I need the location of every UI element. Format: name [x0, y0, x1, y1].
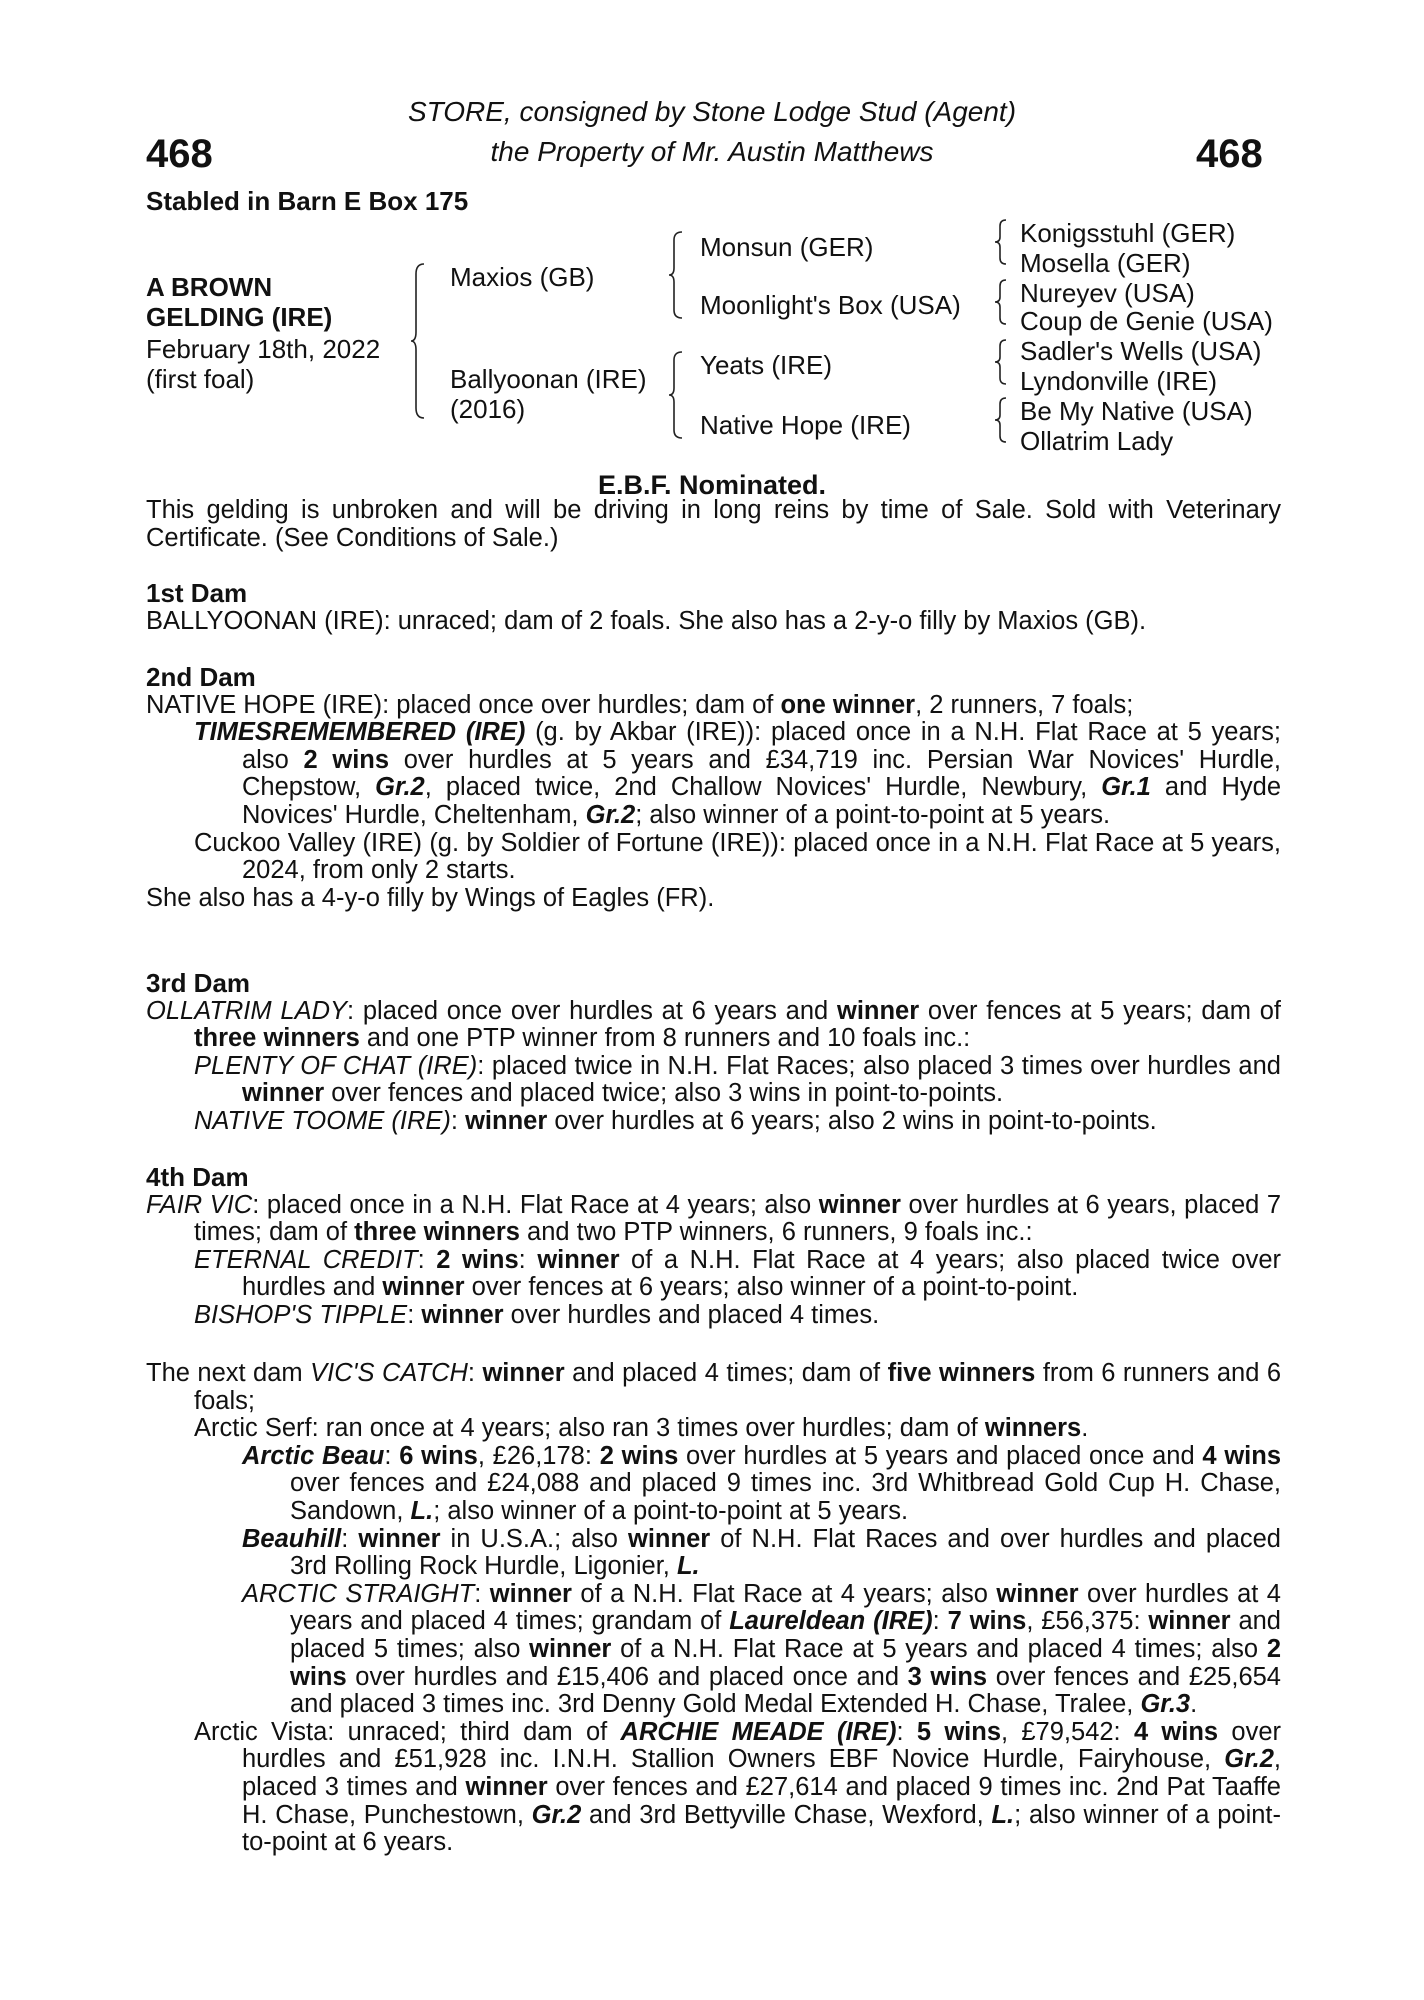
ancestor-6: Lyndonville (IRE) [1020, 366, 1218, 396]
lot-number-right: 468 [1196, 132, 1263, 176]
ancestor-1: Konigsstuhl (GER) [1020, 218, 1236, 248]
foaling-date: February 18th, 2022 [146, 334, 381, 364]
next-dam-section: The next dam VIC'S CATCH: winner and placed 4 times; dam of five winners from 6 runners and 6 foals; Arctic Serf: ran once at 4 years; also ran 3 times over hurdles; dam of winners. Arctic Beau: 6 wins, £26,178: 2 wins over hurdles at 5 years and placed once and 4 wins over fences and £24,088 and placed 9 times inc. 3rd Whitbread Gold Cup H. Chase, Sandown, L.; also winner of a point-to-point at 5 years. Beauhill: winner in U.S.A.; also winner of N.H. Flat Races and over hurdles and placed 3rd Rolling Rock Hurdle, Ligonier, L. ARCTIC STRAIGHT: winner of a N.H. Flat Race at 4 years; also winner over hurdles at 4 years and placed 4 times; grandam of Laureldean (IRE): 7 wins, £56,375: winner and placed 5 times; also winner of a N.H. Flat Race at 5 years and placed 4 times; also 2 wins over hurdles and £15,406 and placed once and 3 wins over fences and £25,654 and placed 3 times inc. 3rd Denny Gold Medal Extended H. Chase, Tralee, Gr.3. Arctic Vista: unraced; third dam of ARCHIE MEADE (IRE): 5 wins, £79,542: 4 wins over hurdles and £51,928 inc. I.N.H. Stallion Owners EBF Novice Hurdle, Fairyhouse, Gr.2, placed 3 times and winner over fences and £27,614 and placed 9 times inc. 2nd Pat Taaffe H. Chase, Punchestown, Gr.2 and 3rd Bettyville Chase, Wexford, L.; also winner of a point-to-point at 6 years. [146, 1359, 1282, 1857]
section-heading: 3rd Dam [146, 968, 251, 998]
ancestor-3: Nureyev (USA) [1020, 278, 1195, 308]
stabled-info: Stabled in Barn E Box 175 [146, 186, 469, 216]
progeny-entry: ARCTIC STRAIGHT: winner of a N.H. Flat Race at 4 years; also winner over hurdles at 4 years and placed 4 times; grandam of Laureldean (IRE): 7 wins, £56,375: winner and placed 5 times; also winner of a N.H. Flat Race at 5 years and placed 4 times; also 2 wins over hurdles and £15,406 and placed once and 3 wins over fences and £25,654 and placed 3 times inc. 3rd Denny Gold Medal Extended H. Chase, Tralee, Gr.3. [242, 1579, 1281, 1719]
dam-dam: Native Hope (IRE) [700, 410, 911, 440]
lot-number-left: 468 [146, 132, 213, 176]
pedigree-brace-g1 [994, 218, 1012, 266]
section-heading: 4th Dam [146, 1162, 249, 1192]
horse-title: A BROWN GELDING (IRE) [146, 272, 333, 332]
dam: Ballyoonan (IRE) [450, 364, 647, 394]
section-heading: 2nd Dam [146, 662, 256, 692]
second-dam-section: 2nd Dam NATIVE HOPE (IRE): placed once over hurdles; dam of one winner, 2 runners, 7 foals; TIMESREMEMBERED (IRE) (g. by Akbar (IRE)): placed once in a N.H. Flat Race at 5 years; also 2 wins over hurdles at 5 years and £34,719 inc. Persian War Novices' Hurdle, Chepstow, Gr.2, placed twice, 2nd Challow Novices' Hurdle, Newbury, Gr.1 and Hyde Novices' Hurdle, Cheltenham, Gr.2; also winner of a point-to-point at 5 years. Cuckoo Valley (IRE) (g. by Soldier of Fortune (IRE)): placed once in a N.H. Flat Race at 5 years, 2024, from only 2 starts. She also has a 4-y-o filly by Wings of Eagles (FR). [146, 662, 1281, 912]
sire: Maxios (GB) [450, 262, 595, 292]
progeny-entry: Cuckoo Valley (IRE) (g. by Soldier of Fortune (IRE)): placed once in a N.H. Flat Race at 5 years, 2024, from only 2 starts. [194, 828, 1281, 885]
progeny-entry: Arctic Serf: ran once at 4 years; also ran 3 times over hurdles; dam of winners. [194, 1414, 1089, 1443]
section-heading: 1st Dam [146, 578, 248, 608]
ancestor-5: Sadler's Wells (USA) [1020, 336, 1262, 366]
fourth-dam-section: 4th Dam FAIR VIC: placed once in a N.H. Flat Race at 4 years; also winner over hurdles at 6 years, placed 7 times; dam of three winners and two PTP winners, 6 runners, 9 foals inc.: ETERNAL CREDIT: 2 wins: winner of a N.H. Flat Race at 4 years; also placed twice over hurdles and winner over fences at 6 years; also winner of a point-to-point. BISHOP'S TIPPLE: winner over hurdles and placed 4 times. [146, 1162, 1282, 1329]
ancestor-8: Ollatrim Lady [1020, 426, 1174, 456]
ebf-nominated: E.B.F. Nominated. [597, 470, 827, 500]
pedigree-brace-sire [668, 230, 690, 320]
ancestor-7: Be My Native (USA) [1020, 396, 1253, 426]
pedigree-brace-g3 [994, 338, 1012, 386]
progeny-entry: TIMESREMEMBERED (IRE) (g. by Akbar (IRE)): placed once in a N.H. Flat Race at 5 years; also 2 wins over hurdles at 5 years and £34,719 inc. Persian War Novices' Hurdle, Chepstow, Gr.2, placed twice, 2nd Challow Novices' Hurdle, Newbury, Gr.1 and Hyde Novices' Hurdle, Cheltenham, Gr.2; also winner of a point-to-point at 5 years. [194, 718, 1281, 829]
pedigree-brace-main [410, 262, 432, 420]
pedigree-brace-g2 [994, 278, 1012, 326]
sire-sire: Monsun (GER) [700, 232, 874, 262]
dam-sire: Yeats (IRE) [700, 350, 832, 380]
sire-dam: Moonlight's Box (USA) [700, 290, 961, 320]
progeny-entry: Arctic Beau: 6 wins, £26,178: 2 wins over hurdles at 5 years and placed once and 4 wins over fences and £24,088 and placed 9 times inc. 3rd Whitbread Gold Cup H. Chase, Sandown, L.; also winner of a point-to-point at 5 years. [242, 1441, 1281, 1525]
progeny-entry: NATIVE TOOME (IRE): winner over hurdles at 6 years; also 2 wins in point-to-points. [194, 1106, 1157, 1135]
pedigree-brace-g4 [994, 396, 1012, 444]
intro-paragraph: This gelding is unbroken and will be driving in long reins by time of Sale. Sold with Veterinary Certificate. (See Conditions of Sale.) [146, 496, 1281, 552]
progeny-entry: ETERNAL CREDIT: 2 wins: winner of a N.H. Flat Race at 4 years; also placed twice over hurdles and winner over fences at 6 years; also winner of a point-to-point. [194, 1245, 1282, 1302]
progeny-entry: BISHOP'S TIPPLE: winner over hurdles and placed 4 times. [194, 1300, 880, 1329]
dam-year: (2016) [450, 394, 526, 424]
progeny-entry: Arctic Vista: unraced; third dam of ARCHIE MEADE (IRE): 5 wins, £79,542: 4 wins over hurdles and £51,928 inc. I.N.H. Stallion Owners EBF Novice Hurdle, Fairyhouse, Gr.2, placed 3 times and winner over fences and £27,614 and placed 9 times inc. 2nd Pat Taaffe H. Chase, Punchestown, Gr.2 and 3rd Bettyville Chase, Wexford, L.; also winner of a point-to-point at 6 years. [194, 1717, 1281, 1857]
ancestor-4: Coup de Genie (USA) [1020, 306, 1273, 336]
consignor-line: STORE, consigned by Stone Lodge Stud (Agent) [407, 96, 1017, 127]
first-dam-section: 1st Dam BALLYOONAN (IRE): unraced; dam of 2 foals. She also has a 2-y-o filly by Maxios (GB). [146, 580, 1281, 635]
pedigree-brace-dam [668, 350, 690, 440]
progeny-entry: PLENTY OF CHAT (IRE): placed twice in N.H. Flat Races; also placed 3 times over hurdles and winner over fences and placed twice; also 3 wins in point-to-points. [194, 1051, 1281, 1108]
property-line: the Property of Mr. Austin Matthews [490, 136, 934, 167]
progeny-entry: Beauhill: winner in U.S.A.; also winner of N.H. Flat Races and over hurdles and placed 3rd Rolling Rock Hurdle, Ligonier, L. [242, 1524, 1281, 1581]
third-dam-section: 3rd Dam OLLATRIM LADY: placed once over hurdles at 6 years and winner over fences at 5 years; dam of three winners and one PTP winner from 8 runners and 10 foals inc.: PLENTY OF CHAT (IRE): placed twice in N.H. Flat Races; also placed 3 times over hurdles and winner over fences and placed twice; also 3 wins in point-to-points. NATIVE TOOME (IRE): winner over hurdles at 6 years; also 2 wins in point-to-points. [146, 968, 1281, 1135]
ancestor-2: Mosella (GER) [1020, 248, 1191, 278]
foal-note: (first foal) [146, 364, 255, 394]
